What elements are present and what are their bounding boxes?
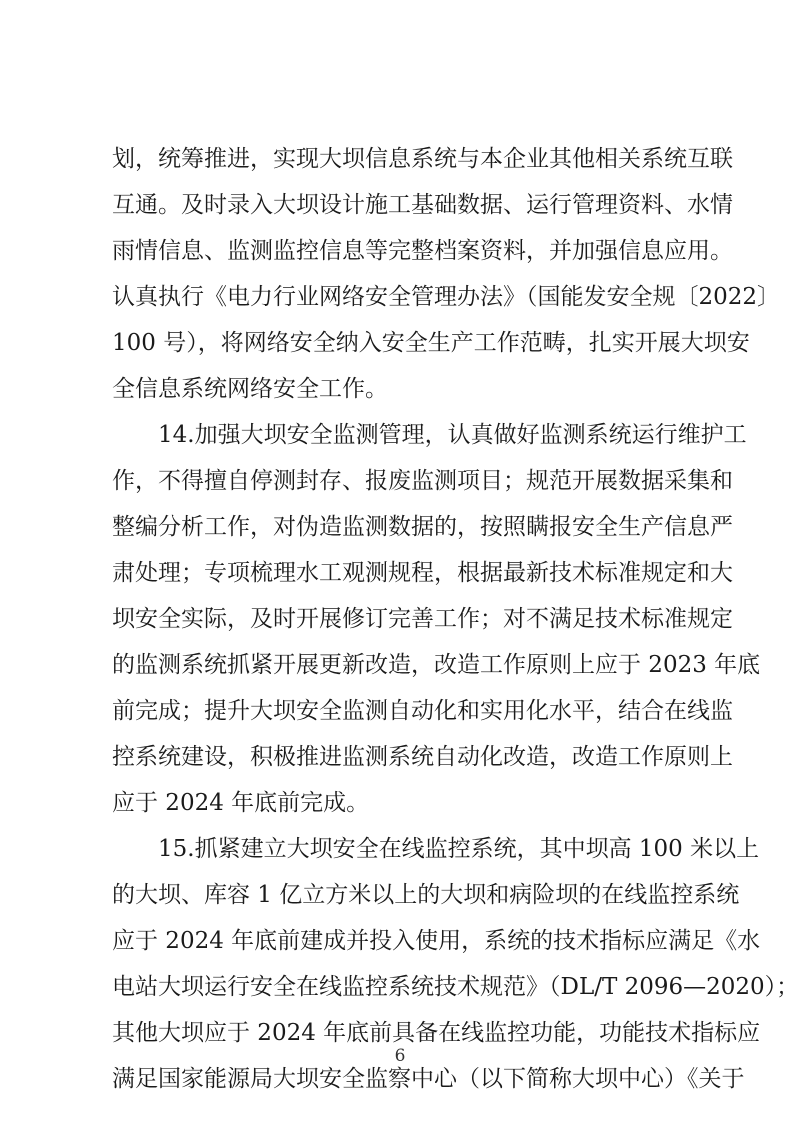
text-line: 电站大坝运行安全在线监控系统技术规范》（DL/T 2096—2020）； [112, 974, 800, 1000]
text-line: 应于 2024 年底前完成。 [112, 790, 370, 816]
text-line: 的监测系统抓紧开展更新改造，改造工作原则上应于 2023 年底 [112, 652, 761, 678]
text-line: 雨情信息、监测监控信息等完整档案资料，并加强信息应用。 [112, 238, 733, 264]
page-number: 6 [394, 1046, 406, 1066]
text-line: 划，统筹推进，实现大坝信息系统与本企业其他相关系统互联 [112, 146, 733, 172]
text-line: 满足国家能源局大坝安全监察中心（以下简称大坝中心）《关于 [112, 1066, 745, 1092]
text-line: 应于 2024 年底前建成并投入使用，系统的技术指标应满足《水 [112, 928, 761, 954]
text-line: 作，不得擅自停测封存、报废监测项目；规范开展数据采集和 [112, 468, 733, 494]
text-line: 坝安全实际，及时开展修订完善工作；对不满足技术标准规定 [112, 606, 733, 632]
text-line: 全信息系统网络安全工作。 [112, 376, 388, 402]
text-line: 前完成；提升大坝安全监测自动化和实用化水平，结合在线监 [112, 698, 733, 724]
item-14-heading-line: 14.加强大坝安全监测管理，认真做好监测系统运行维护工 [158, 422, 747, 448]
text-line: 整编分析工作，对伪造监测数据的，按照瞒报安全生产信息严 [112, 514, 733, 540]
text-line: 互通。及时录入大坝设计施工基础数据、运行管理资料、水情 [112, 192, 733, 218]
text-line: 肃处理；专项梳理水工观测规程，根据最新技术标准规定和大 [112, 560, 733, 586]
text-line: 认真执行《电力行业网络安全管理办法》（国能发安全规〔2022〕 [112, 284, 781, 310]
text-line: 100 号），将网络安全纳入安全生产工作范畴，扎实开展大坝安 [112, 330, 750, 356]
text-line: 其他大坝应于 2024 年底前具备在线监控功能，功能技术指标应 [112, 1020, 761, 1046]
text-line: 的大坝、库容 1 亿立方米以上的大坝和病险坝的在线监控系统 [112, 882, 740, 908]
item-15-heading-line: 15.抓紧建立大坝安全在线监控系统，其中坝高 100 米以上 [158, 836, 760, 862]
text-line: 控系统建设，积极推进监测系统自动化改造，改造工作原则上 [112, 744, 733, 770]
